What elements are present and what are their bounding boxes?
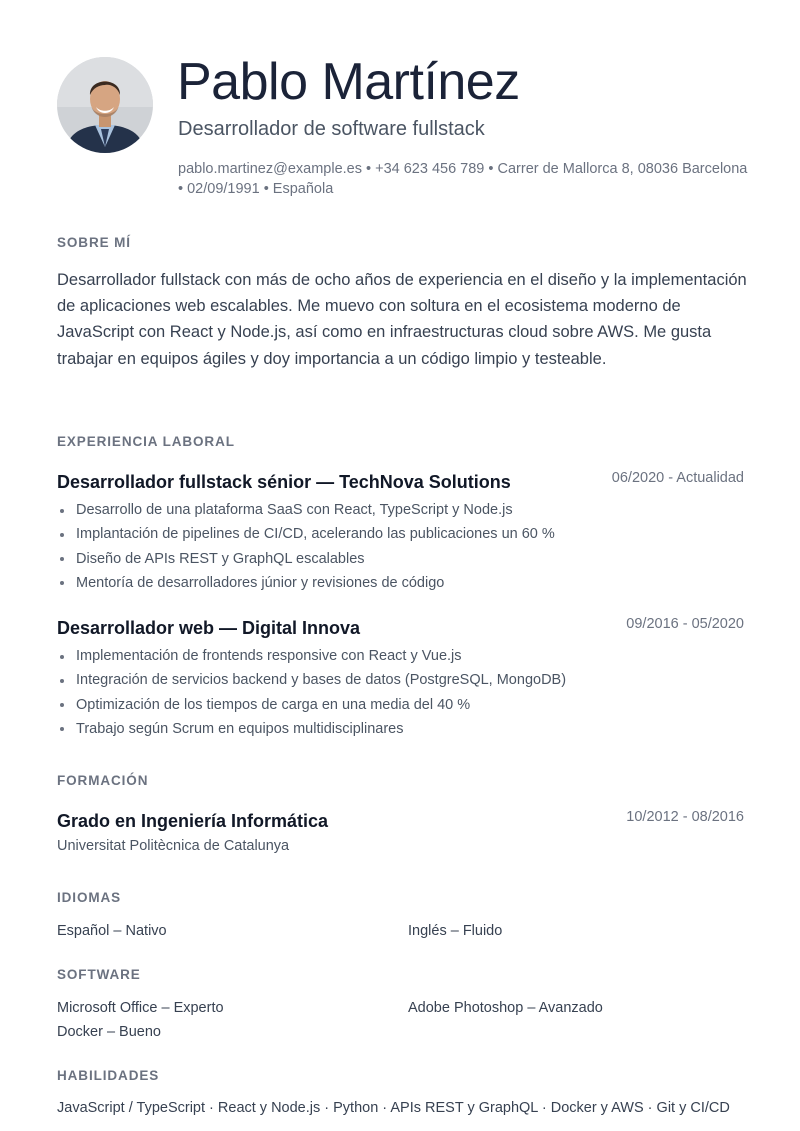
profile-photo: [57, 57, 153, 153]
job-title-2: Desarrollador web — Digital Innova: [57, 618, 361, 638]
list-item: Diseño de APIs REST y GraphQL escalables: [57, 547, 747, 571]
list-item: Optimización de los tiempos de carga en una media del 40 %: [57, 693, 747, 717]
language-item: Español – Nativo: [57, 923, 167, 939]
education-dates: 10/2012 - 08/2016: [626, 809, 744, 825]
software-item: Microsoft Office – Experto: [57, 1000, 224, 1016]
list-item: Trabajo según Scrum en equipos multidisciplinares: [57, 717, 747, 741]
job-dates-1: 06/2020 - Actualidad: [611, 470, 744, 486]
list-item: Implantación de pipelines de CI/CD, acelerando las publicaciones un 60 %: [57, 522, 747, 546]
list-item: Implementación de frontends responsive con React y Vue.js: [57, 644, 747, 668]
job-dates-2: 09/2016 - 05/2020: [626, 616, 744, 632]
section-title-about: SOBRE MÍ: [57, 235, 131, 250]
section-title-skills: HABILIDADES: [57, 1068, 160, 1083]
section-title-experience: EXPERIENCIA LABORAL: [57, 434, 235, 449]
software-item: Adobe Photoshop – Avanzado: [408, 1000, 603, 1016]
section-title-software: SOFTWARE: [57, 967, 141, 982]
list-item: Mentoría de desarrolladores júnior y revisiones de código: [57, 571, 747, 595]
portrait-image: [57, 57, 153, 153]
job-role: Desarrollador de software fullstack: [178, 118, 485, 140]
education-school: Universitat Politècnica de Catalunya: [57, 838, 290, 854]
job-title-1: Desarrollador fullstack sénior — TechNova Solutions: [57, 472, 511, 492]
education-degree: Grado en Ingeniería Informática: [57, 811, 329, 831]
contact-info: pablo.martinez@example.es • +34 623 456 789 • Carrer de Mallorca 8, 08036 Barcelona • 02/09/1991 • Española: [178, 161, 748, 197]
section-title-languages: IDIOMAS: [57, 890, 122, 905]
candidate-name: Pablo Martínez: [177, 53, 520, 111]
software-item: Docker – Bueno: [57, 1024, 161, 1040]
list-item: Desarrollo de una plataforma SaaS con React, TypeScript y Node.js: [57, 498, 747, 522]
language-item: Inglés – Fluido: [408, 923, 503, 939]
skills-list: JavaScript / TypeScript · React y Node.js · Python · APIs REST y GraphQL · Docker y AWS · Git y CI/CD: [57, 1100, 730, 1116]
job-bullets-2: [57, 644, 747, 741]
section-title-education: FORMACIÓN: [57, 773, 149, 788]
list-item: Integración de servicios backend y bases de datos (PostgreSQL, MongoDB): [57, 668, 747, 692]
about-text: Desarrollador fullstack con más de ocho años de experiencia en el diseño y la implementación de aplicaciones web escalables. Me muevo con soltura en el ecosistema moderno de JavaScript con React y Node.js, así como en infraestructuras cloud sobre AWS. Me gusta trabajar en equipos ágiles y doy importancia a un código limpio y testeable.: [57, 271, 747, 368]
job-bullets-1: [57, 498, 747, 595]
